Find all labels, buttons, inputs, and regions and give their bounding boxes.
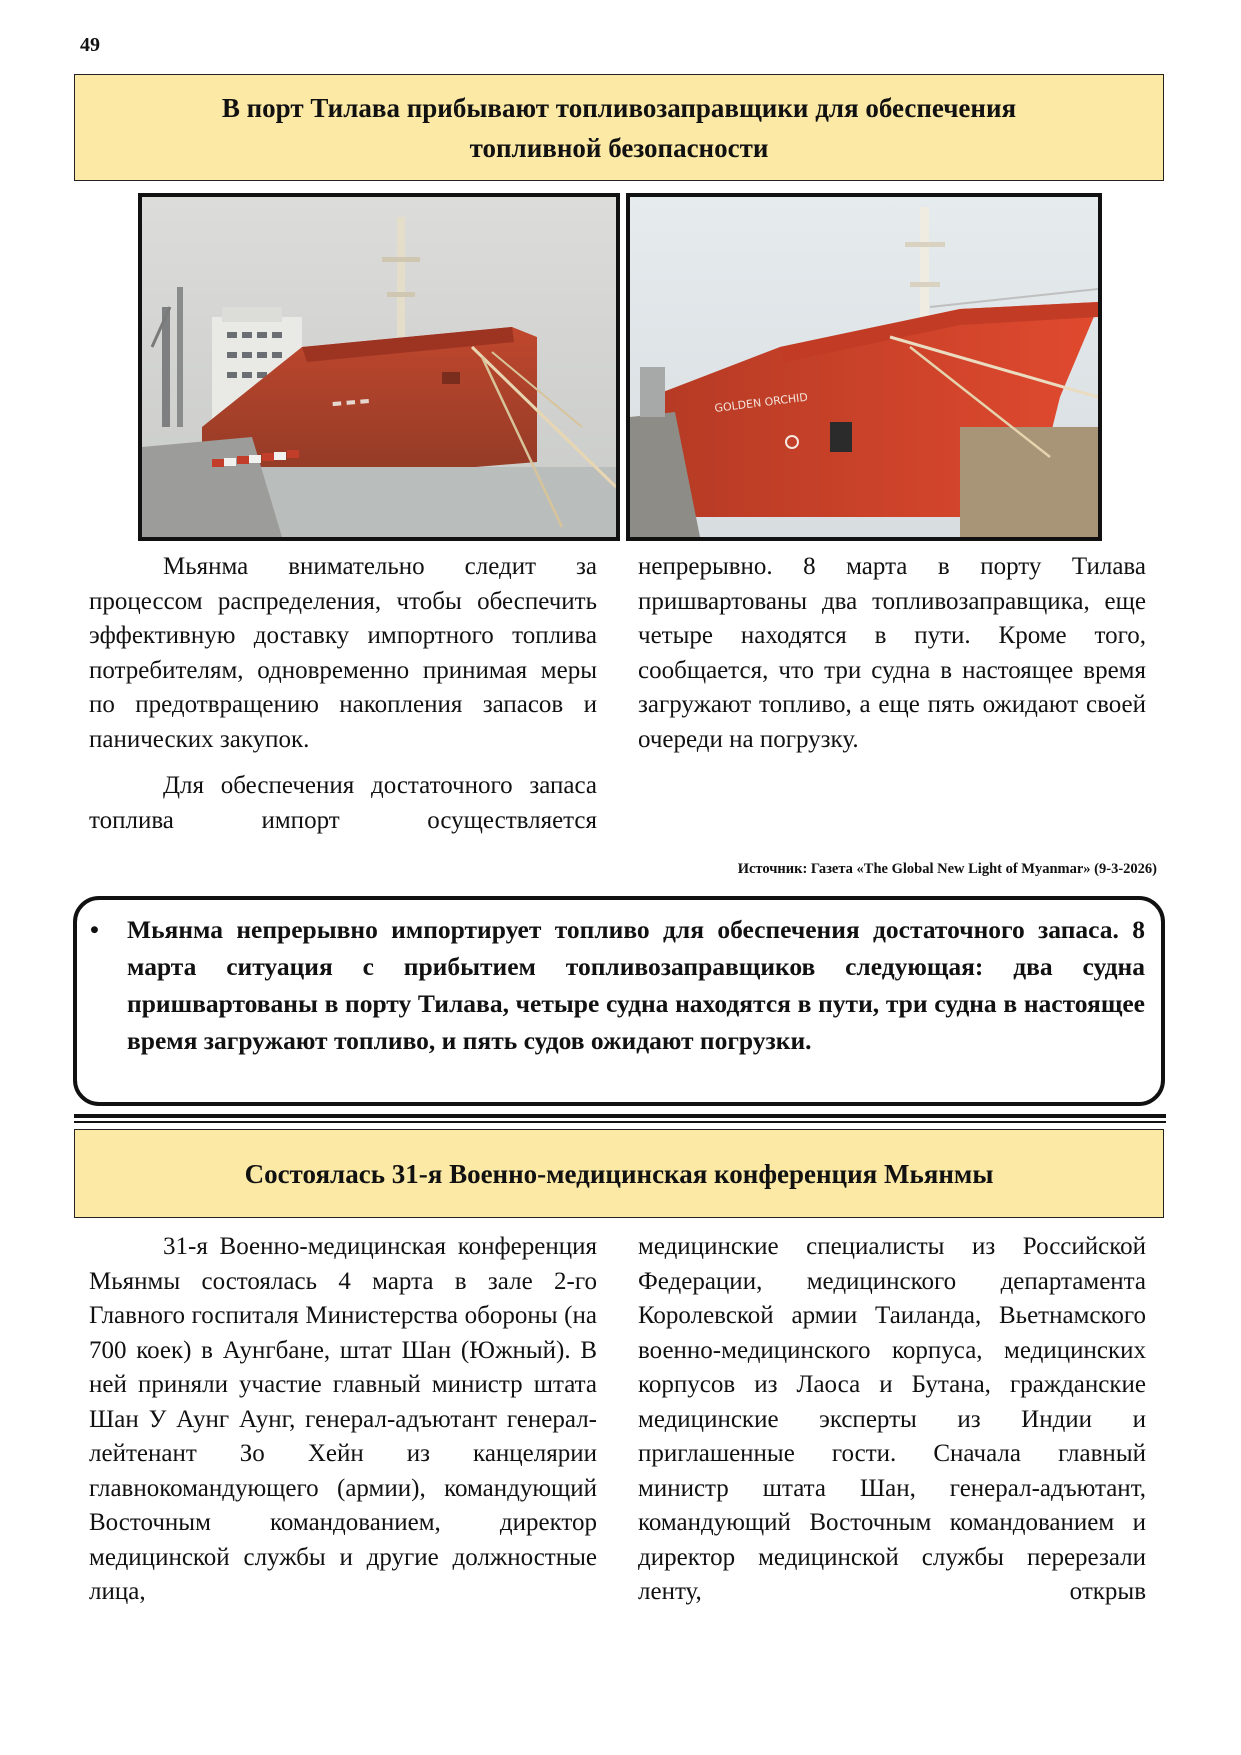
svg-text:▬ ▬ ▬: ▬ ▬ ▬ — [331, 393, 371, 410]
title-line-2: топливной безопасности — [469, 132, 769, 163]
bullet-icon: • — [90, 915, 99, 944]
article2-paragraph-1: 31-я Военно-медицинская конференция Мьянмы состоялась 4 марта в зале 2-го Главного госпиталя Министерства обороны (на 700 коек) в Аунгбане, штат Шан (Южный). В ней приняли участие главный министр штата Шан У Аунг Аунг, генерал-адъютант генерал-лейтенант Зо Хейн из канцелярии главнокомандующего (армии), командующий Восточным командованием, директор медицинской службы и другие должностные лица, — [89, 1233, 597, 1605]
tanker-photo-2 — [626, 193, 1102, 541]
source-citation: Источник: Газета «The Global New Light of Myanmar» (9-3-2026) — [737, 861, 1157, 877]
title-text: Состоялась 31-я Военно-медицинская конференция Мьянмы — [244, 1158, 994, 1189]
section-divider-thin — [74, 1121, 1166, 1123]
page-number: 49 — [80, 34, 100, 56]
tanker-photo-2-image — [630, 197, 1098, 537]
article1-paragraph-2: Для обеспечения достаточного запаса топлива импорт осуществляется — [89, 772, 597, 834]
article1-right-column — [638, 550, 1146, 757]
article-title-fuel-tankers — [74, 74, 1164, 181]
article-title-medical-conference — [74, 1129, 1164, 1218]
article1-left-column — [89, 550, 597, 838]
title-line-1: В порт Тилава прибывают топливозаправщики для обеспечения — [221, 92, 1017, 123]
section-divider-thick — [74, 1114, 1166, 1118]
article1-paragraph-1: Мьянма внимательно следит за процессом распределения, чтобы обеспечить эффективную доставку импортного топлива потребителям, одновременно принимая меры по предотвращению накопления запасов и панических закупок. — [89, 553, 597, 753]
summary-text: Мьянма непрерывно импортирует топливо для обеспечения достаточного запаса. 8 марта ситуация с прибытием топливозаправщиков следующая: два судна пришвартованы в порту Тилава, четыре судна находятся в пути, три судна в настоящее время загружают топливо, и пять судов ожидают погрузки. — [127, 915, 1145, 1055]
article2-paragraph-2: медицинские специалисты из Российской Федерации, медицинского департамента Королевской армии Таиланда, Вьетнамского военно-медицинского корпуса, медицинских корпусов из Лаоса и Бутана, гражданские медицинские эксперты из Индии и приглашенные гости. Сначала главный министр штата Шан, генерал-адъютант, командующий Восточным командованием и директор медицинской службы перерезали ленту, открыв — [638, 1233, 1146, 1605]
ship-name-label: GOLDEN ORCHID — [713, 390, 809, 415]
article2-left-column — [89, 1230, 597, 1610]
tanker-photo-1 — [138, 193, 620, 541]
article2-right-column — [638, 1230, 1146, 1610]
tanker-photo-1-image — [142, 197, 616, 537]
article1-paragraph-3: непрерывно. 8 марта в порту Тилава пришвартованы два топливозаправщика, еще четыре находятся в пути. Кроме того, сообщается, что три судна в настоящее время загружают топливо, а еще пять ожидают своей очереди на погрузку. — [638, 553, 1146, 753]
